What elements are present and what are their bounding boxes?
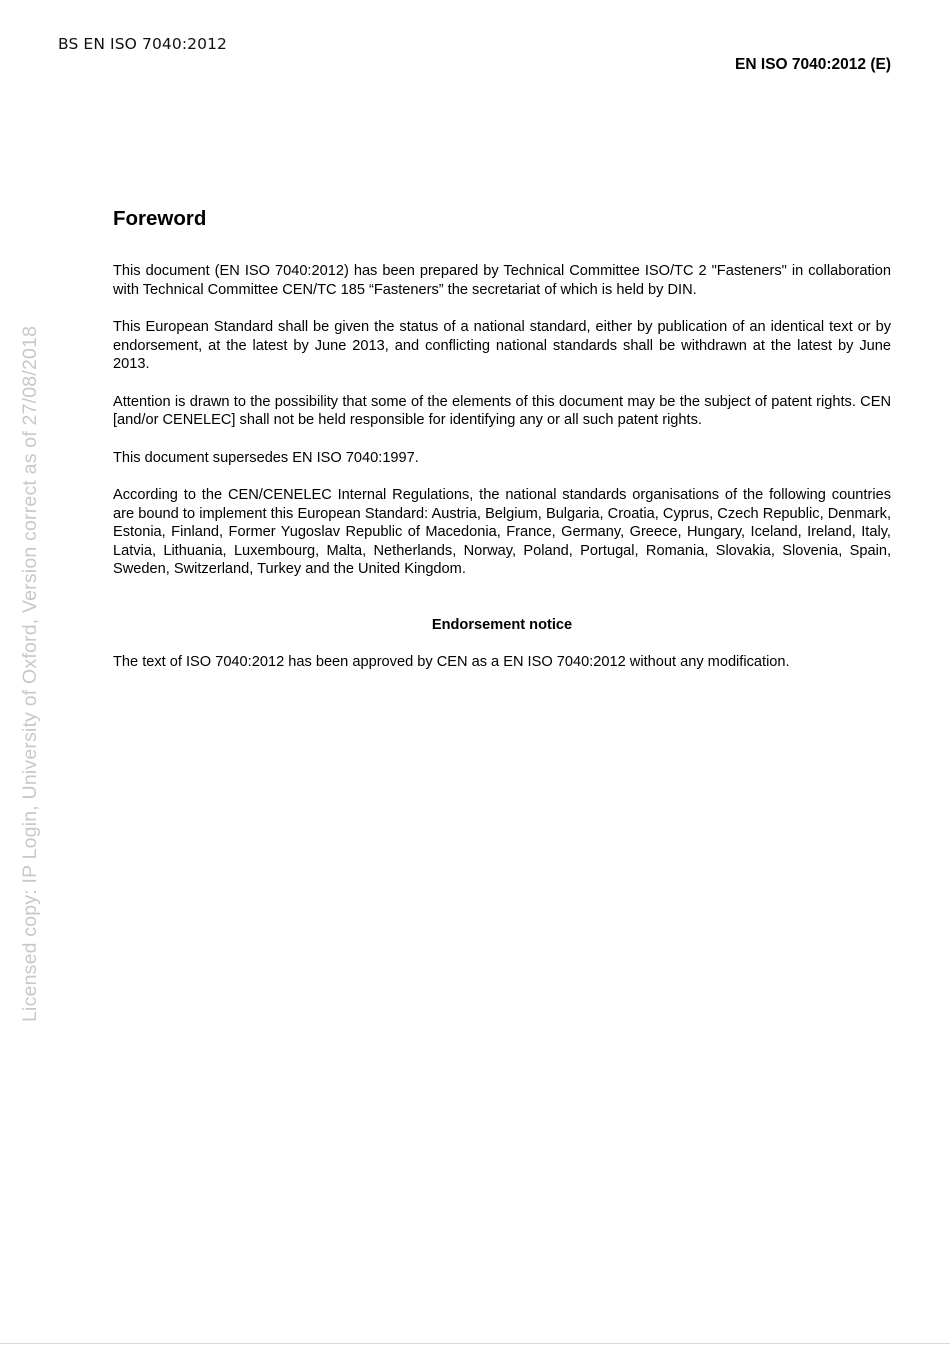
foreword-paragraph-2: This European Standard shall be given the status of a national standard, either by publication of an identical text or by endorsement, at the latest by June 2013, and conflicting national standards shall be withdrawn at the latest by June 2013. [113,319,891,372]
foreword-section [113,205,891,691]
publication-id-header: BS EN ISO 7040:2012 [58,35,227,53]
foreword-paragraph-3: Attention is drawn to the possibility that some of the elements of this document may be the subject of patent rights. CEN [and/or CENELEC] shall not be held responsible for identifying any or all such patent rights. [113,393,891,428]
license-watermark: Licensed copy: IP Login, University of Oxford, Version correct as of 27/08/2018 [19,325,41,1022]
endorsement-heading: Endorsement notice [431,616,573,633]
standard-id-header: EN ISO 7040:2012 (E) [735,56,891,73]
foreword-paragraph-1: This document (EN ISO 7040:2012) has been prepared by Technical Committee ISO/TC 2 "Fasteners" in collaboration with Technical Committee CEN/TC 185 “Fasteners” the secretariat of which is held by DIN. [113,263,891,298]
foreword-paragraph-5: According to the CEN/CENELEC Internal Regulations, the national standards organisations of the following countries are bound to implement this European Standard: Austria, Belgium, Bulgaria, Croatia, Cyprus, Czech Republic, Denmark, Estonia, Finland, Former Yugoslav Republic of Macedonia, France, Germany, Greece, Hungary, Iceland, Ireland, Italy, Latvia, Lithuania, Luxembourg, Malta, Netherlands, Norway, Poland, Portugal, Romania, Slovakia, Slovenia, Spain, Sweden, Switzerland, Turkey and the United Kingdom. [113,487,891,577]
page-bottom-divider [0,1343,950,1344]
foreword-paragraph-4: This document supersedes EN ISO 7040:1997. [113,449,419,466]
foreword-title: Foreword [113,207,207,230]
endorsement-text: The text of ISO 7040:2012 has been approved by CEN as a EN ISO 7040:2012 without any modification. [113,654,790,670]
